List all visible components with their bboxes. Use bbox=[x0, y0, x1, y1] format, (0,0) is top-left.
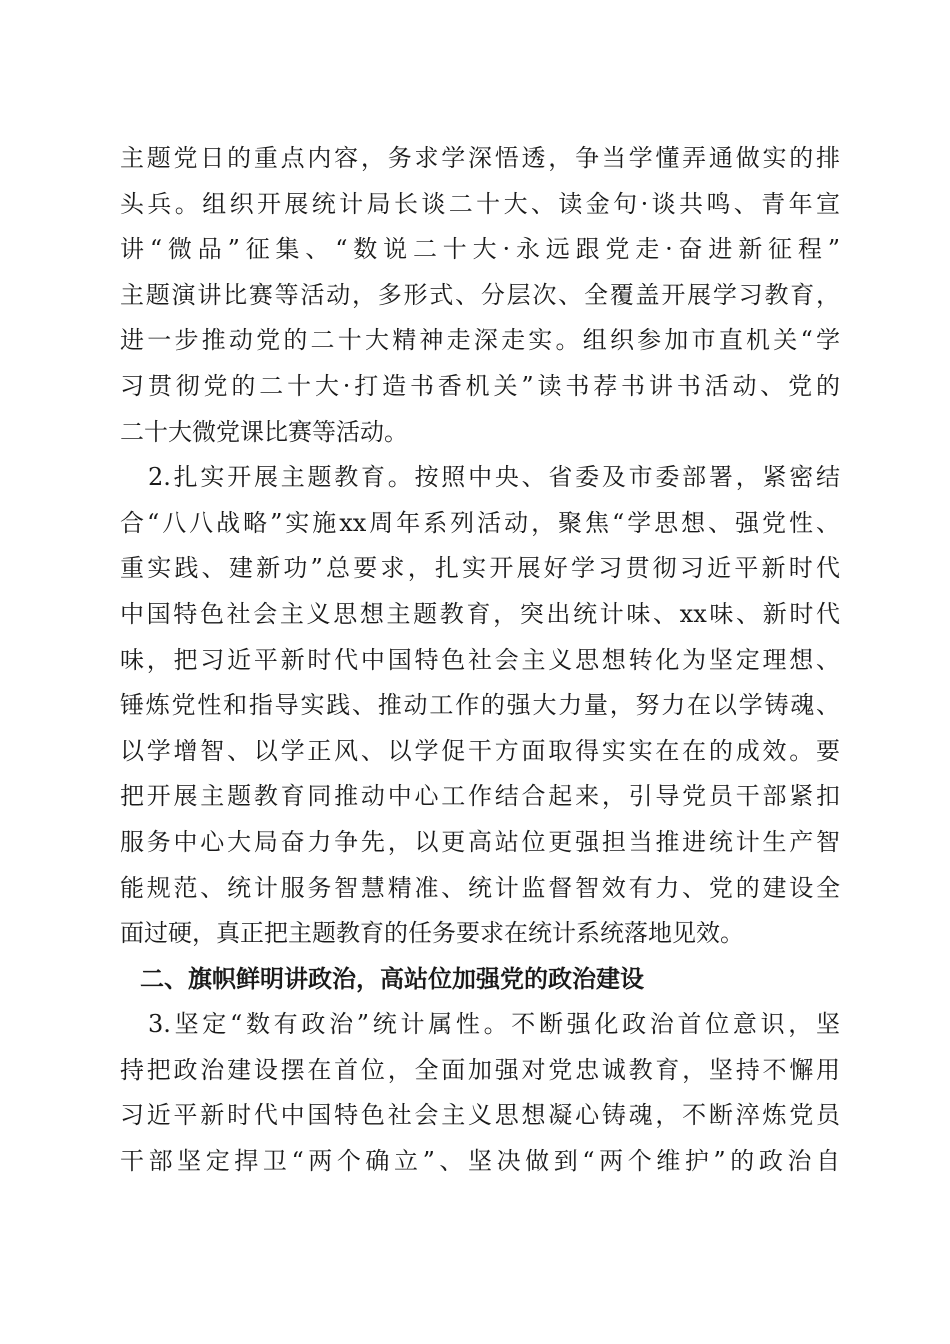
text-line: 头兵。组织开展统计局长谈二十大、读金句·谈共鸣、青年宣 bbox=[120, 189, 840, 218]
section-heading: 二、旗帜鲜明讲政治，高站位加强党的政治建设 bbox=[140, 964, 644, 993]
text-line: 干部坚定捍卫“两个确立”、坚决做到“两个维护”的政治自 bbox=[120, 1147, 840, 1176]
text-line: 以学增智、以学正风、以学促干方面取得实实在在的成效。要 bbox=[120, 736, 840, 765]
text-line: 味，把习近平新时代中国特色社会主义思想转化为坚定理想、 bbox=[120, 645, 840, 674]
text-line: 能规范、统计服务智慧精准、统计监督智效有力、党的建设全 bbox=[120, 873, 840, 902]
text-line: 服务中心大局奋力争先，以更高站位更强担当推进统计生产智 bbox=[120, 827, 840, 856]
text-line: 习近平新时代中国特色社会主义思想凝心铸魂，不断淬炼党员 bbox=[120, 1101, 840, 1130]
text-line: 把开展主题教育同推动中心工作结合起来，引导党员干部紧扣 bbox=[120, 782, 840, 811]
document-body bbox=[120, 136, 840, 1185]
text-line: 重实践、建新功”总要求，扎实开展好学习贯彻习近平新时代 bbox=[120, 554, 840, 583]
text-line: 锤炼党性和指导实践、推动工作的强大力量，努力在以学铸魂、 bbox=[120, 691, 840, 720]
text-line: 主题党日的重点内容，务求学深悟透，争当学懂弄通做实的排 bbox=[120, 144, 840, 172]
text-line: 进一步推动党的二十大精神走深走实。组织参加市直机关“学 bbox=[120, 326, 840, 355]
paragraph-1 bbox=[120, 136, 840, 455]
text-line: 讲“微品”征集、“数说二十大·永远跟党走·奋进新征程” bbox=[120, 235, 840, 264]
text-line: 中国特色社会主义思想主题教育，突出统计味、xx味、新时代 bbox=[120, 599, 840, 628]
text-line: 二十大微党课比赛等活动。 bbox=[120, 417, 408, 446]
paragraph-3 bbox=[120, 1002, 840, 1184]
paragraph-2 bbox=[120, 455, 840, 957]
text-line: 3.坚定“数有政治”统计属性。不断强化政治首位意识，坚 bbox=[148, 1010, 840, 1039]
text-line: 合“八八战略”实施xx周年系列活动，聚焦“学思想、强党性、 bbox=[120, 508, 840, 537]
text-line: 持把政治建设摆在首位，全面加强对党忠诚教育，坚持不懈用 bbox=[120, 1055, 840, 1084]
text-line: 面过硬，真正把主题教育的任务要求在统计系统落地见效。 bbox=[120, 919, 744, 948]
text-line: 习贯彻党的二十大·打造书香机关”读书荐书讲书活动、党的 bbox=[120, 371, 840, 400]
text-line: 2.扎实开展主题教育。按照中央、省委及市委部署，紧密结 bbox=[148, 463, 840, 492]
text-line: 主题演讲比赛等活动，多形式、分层次、全覆盖开展学习教育， bbox=[120, 280, 840, 309]
